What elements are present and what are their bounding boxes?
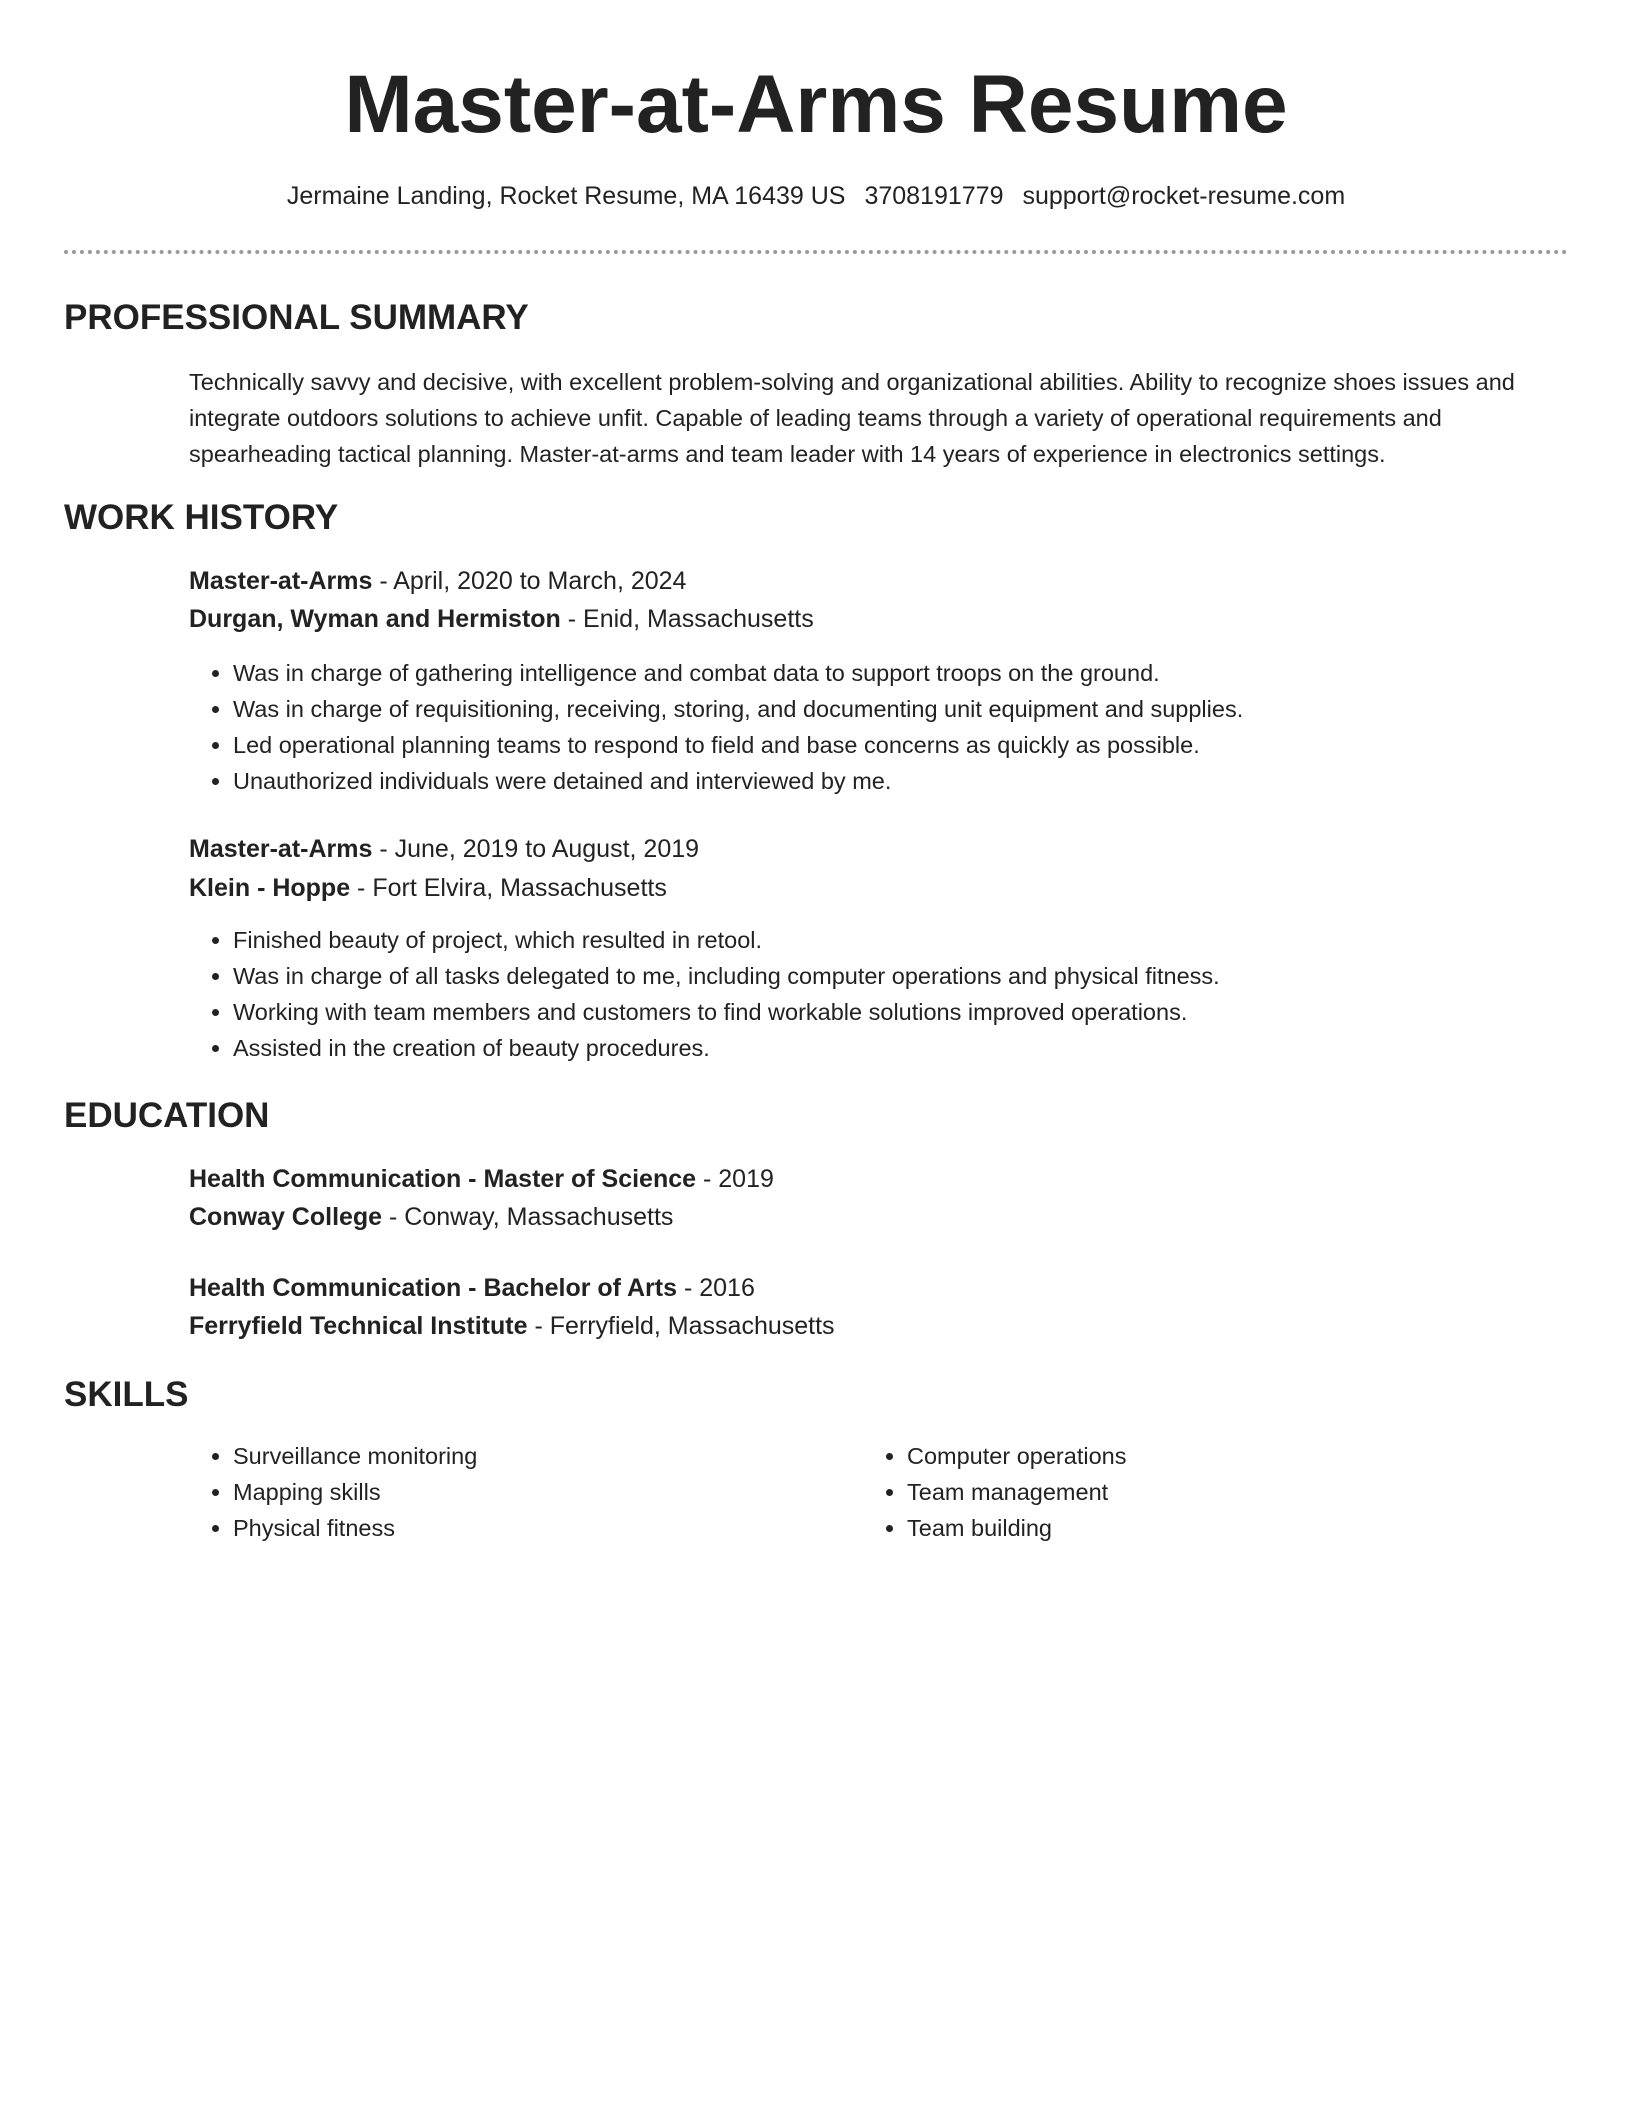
list-item: • Unauthorized individuals were detained and interviewed by me. bbox=[233, 763, 1243, 799]
contact-info bbox=[0, 178, 1632, 214]
education-degree: Health Communication - Bachelor of Arts bbox=[189, 1274, 678, 1302]
contact-phone: 3708191779 bbox=[864, 182, 1004, 210]
summary-text: Technically savvy and decisive, with excellent problem-solving and organizational abilities. Ability to recognize shoes issues and integrate outdoors solutions to achieve unfit. Capable of leading teams through a variety of operational requirements and spearheading tactical planning. Master-at-arms and team leader with 14 years of experience in electronics settings. bbox=[189, 369, 1515, 467]
job-title-line bbox=[189, 831, 699, 867]
section-title-skills: SKILLS bbox=[64, 1375, 189, 1414]
education-degree-line bbox=[189, 1270, 755, 1306]
skills-list-right bbox=[863, 1438, 1126, 1546]
skill-item: • Team management bbox=[907, 1474, 1126, 1510]
list-item: • Was in charge of requisitioning, receiving, storing, and documenting unit equipment and supplies. bbox=[233, 691, 1243, 727]
section-title-summary: PROFESSIONAL SUMMARY bbox=[64, 298, 529, 337]
list-item: • Assisted in the creation of beauty procedures. bbox=[233, 1030, 1220, 1066]
job-company-line bbox=[189, 601, 814, 637]
job-role: Master-at-Arms bbox=[189, 567, 373, 595]
list-item: • Working with team members and customers to find workable solutions improved operations. bbox=[233, 994, 1220, 1030]
list-item: • Led operational planning teams to respond to field and base concerns as quickly as possible. bbox=[233, 727, 1243, 763]
resume-title: Master-at-Arms Resume bbox=[344, 59, 1288, 150]
education-location: - Ferryfield, Massachusetts bbox=[527, 1312, 835, 1340]
job-location: - Enid, Massachusetts bbox=[560, 605, 814, 633]
education-school-line bbox=[189, 1199, 673, 1235]
job-dates: - April, 2020 to March, 2024 bbox=[372, 567, 687, 595]
list-item: • Finished beauty of project, which resulted in retool. bbox=[233, 922, 1220, 958]
education-degree-line bbox=[189, 1161, 774, 1197]
job-dates: - June, 2019 to August, 2019 bbox=[372, 835, 700, 863]
list-item: • Was in charge of all tasks delegated to me, including computer operations and physical fitness. bbox=[233, 958, 1220, 994]
skill-item: • Physical fitness bbox=[233, 1510, 477, 1546]
education-location: - Conway, Massachusetts bbox=[382, 1203, 674, 1231]
education-school: Conway College bbox=[189, 1203, 383, 1231]
education-school-line bbox=[189, 1308, 835, 1344]
job-company: Klein - Hoppe bbox=[189, 874, 351, 902]
job-role: Master-at-Arms bbox=[189, 835, 373, 863]
job-title-line bbox=[189, 563, 686, 599]
section-title-work-history: WORK HISTORY bbox=[64, 498, 339, 537]
job-company: Durgan, Wyman and Hermiston bbox=[189, 605, 561, 633]
job-bullet-list bbox=[189, 922, 1220, 1066]
job-bullet-list bbox=[189, 655, 1243, 799]
education-year: - 2019 bbox=[696, 1165, 774, 1193]
skill-item: • Mapping skills bbox=[233, 1474, 477, 1510]
education-degree: Health Communication - Master of Science bbox=[189, 1165, 697, 1193]
list-item: • Was in charge of gathering intelligence and combat data to support troops on the ground. bbox=[233, 655, 1243, 691]
education-year: - 2016 bbox=[677, 1274, 755, 1302]
contact-email: support@rocket-resume.com bbox=[1022, 182, 1346, 210]
education-school: Ferryfield Technical Institute bbox=[189, 1312, 528, 1340]
job-location: - Fort Elvira, Massachusetts bbox=[350, 874, 667, 902]
skills-list-left bbox=[189, 1438, 477, 1546]
section-title-education: EDUCATION bbox=[64, 1096, 270, 1135]
skill-item: • Team building bbox=[907, 1510, 1126, 1546]
job-company-line bbox=[189, 870, 667, 906]
skill-item: • Surveillance monitoring bbox=[233, 1438, 477, 1474]
skill-item: • Computer operations bbox=[907, 1438, 1126, 1474]
header-divider bbox=[64, 250, 1568, 254]
contact-address: Jermaine Landing, Rocket Resume, MA 16439 US bbox=[286, 182, 846, 210]
